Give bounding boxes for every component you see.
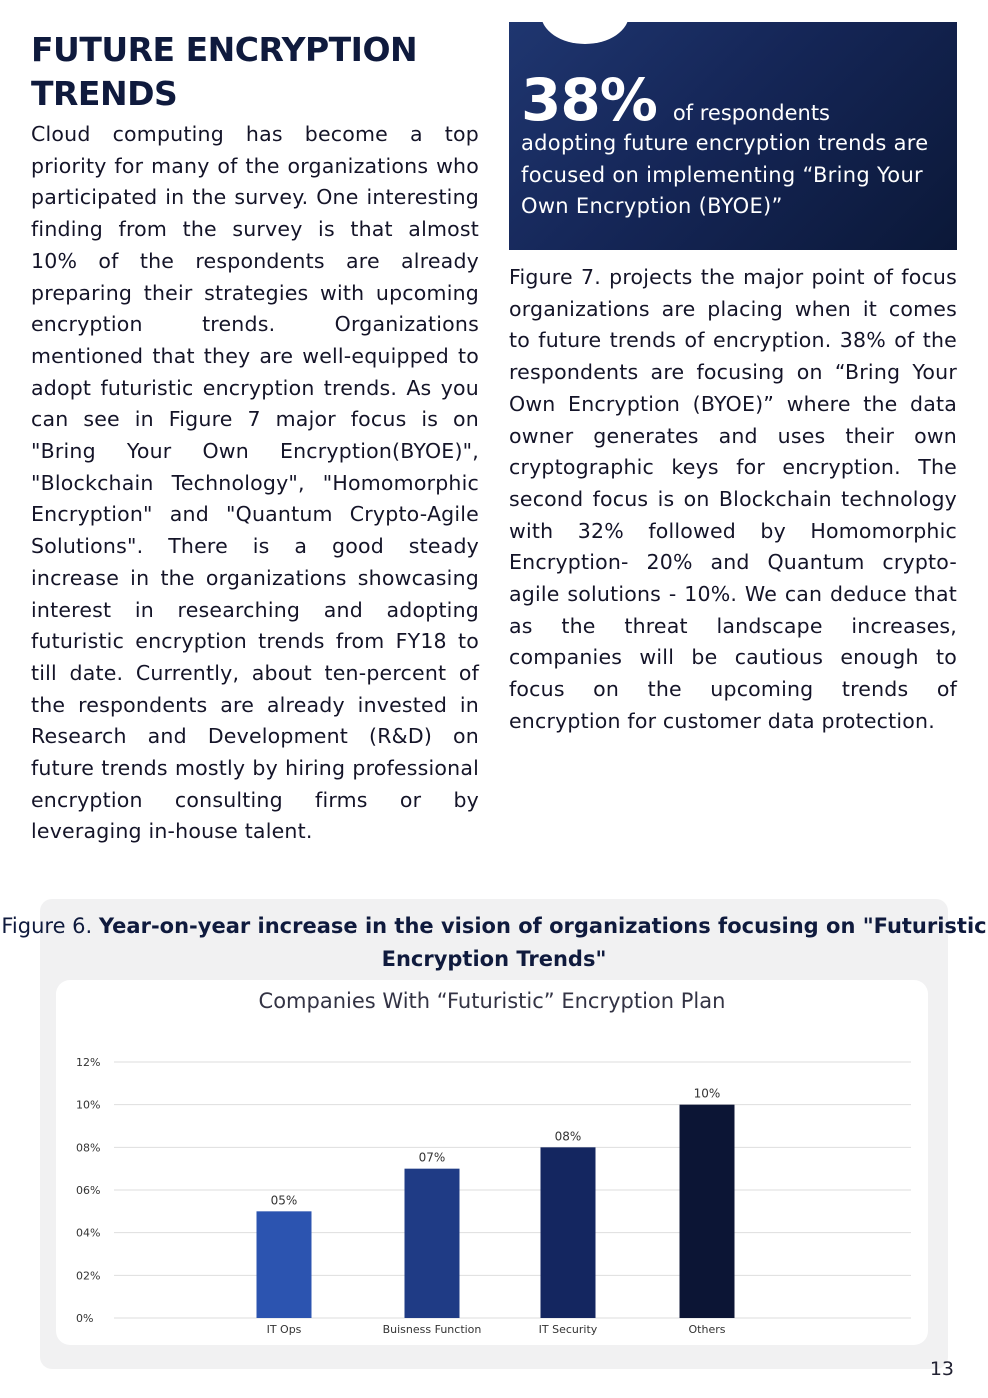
stat-callout-box xyxy=(509,22,957,250)
stat-box-notch xyxy=(541,22,629,44)
figure-caption xyxy=(0,910,988,976)
page-number: 13 xyxy=(929,1358,954,1380)
bar-data-label: 05% xyxy=(270,1193,298,1208)
right-body-paragraph: Figure 7. projects the major point of focus organizations are placing when it comes to future trends of encryption. 38% of the respondents are focusing on “Bring Your Own Encryption (BYOE)” where the data owner generates and uses their own cryptographic keys for encryption. The second focus is on Blockchain technology with 32% followed by Homomorphic Encryption- 20% and Quantum crypto-agile solutions - 10%. We can deduce that as the threat landscape increases, companies will be cautious enough to focus on the upcoming trends of encryption for customer data protection. xyxy=(509,265,957,733)
stat-suffix: of respondents xyxy=(672,101,830,125)
stat-value: 38% xyxy=(521,66,657,134)
left-body-paragraph: Cloud computing has become a top priority for many of the organizations who participated in the survey. One interesting finding from the survey is that almost 10% of the respondents are already preparing their strategies with upcoming encryption trends. Organizations mentioned that they are well-equipped to adopt futuristic encryption trends. As you can see in Figure 7 major focus is on "Bring Your Own Encryption(BYOE)", "Blockchain Technology", "Homomorphic Encryption" and "Quantum Crypto-Agile Solutions". There is a good steady increase in the organizations showcasing interest in researching and adopting futuristic encryption trends from FY18 to till date. Currently, about ten-percent of the respondents are already invested in Research and Development (R&D) on future trends mostly by hiring professional encryption consulting firms or by leveraging in-house talent. xyxy=(31,122,479,844)
y-tick-label: 12% xyxy=(76,1056,101,1069)
bar xyxy=(541,1147,596,1318)
y-tick-label: 10% xyxy=(76,1098,101,1112)
y-tick-label: 06% xyxy=(76,1184,101,1197)
chart-title: Companies With “Futuristic” Encryption Plan xyxy=(258,989,726,1013)
y-tick-label: 02% xyxy=(76,1269,101,1283)
section-heading: FUTURE ENCRYPTION TRENDS xyxy=(31,30,418,113)
bar-data-label: 10% xyxy=(693,1086,721,1101)
x-tick-label: Others xyxy=(688,1323,726,1336)
figure-label: Figure 6. xyxy=(1,914,93,938)
bar-data-label: 08% xyxy=(554,1129,582,1144)
y-tick-label: 0% xyxy=(76,1312,94,1325)
bar-chart xyxy=(56,1040,928,1345)
bar-data-label: 07% xyxy=(418,1150,446,1165)
x-tick-label: IT Ops xyxy=(266,1323,302,1336)
bar xyxy=(405,1169,460,1318)
stat-headline xyxy=(521,68,830,132)
figure-title: Year-on-year increase in the vision of organizations focusing on "Futuristic Encryption Trends" xyxy=(98,914,987,971)
bar xyxy=(680,1105,735,1318)
stat-description: adopting future encryption trends are focused on implementing “Bring Your Own Encryption (BYOE)” xyxy=(521,131,929,219)
x-tick-label: Buisness Function xyxy=(382,1323,482,1336)
bar xyxy=(257,1211,312,1318)
x-tick-label: IT Security xyxy=(538,1323,598,1336)
y-tick-label: 04% xyxy=(76,1226,101,1240)
y-tick-label: 08% xyxy=(76,1141,101,1155)
